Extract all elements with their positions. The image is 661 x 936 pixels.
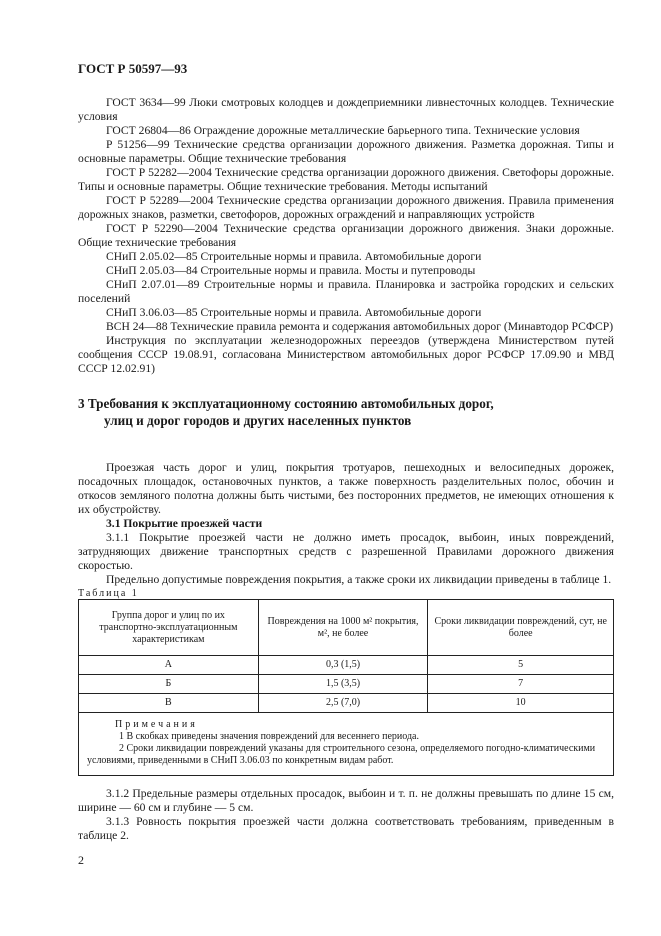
section-heading-line2: улиц и дорог городов и других населенных пунктов: [104, 413, 412, 428]
table-cell: 10: [428, 694, 614, 713]
table-row: [79, 694, 614, 713]
table-notes: [79, 713, 614, 776]
intro-paragraph: Проезжая часть дорог и улиц, покрытия тротуаров, пешеходных и велосипедных дорожек, посадочных площадок, остановочных пунктов, а также поверхность разделительных полос, обочин и откосов земляного полотна должны быть чистыми, без посторонних предметов, не имеющих отношения к их обустройству.: [78, 461, 614, 516]
table-header-cell: Повреждения на 1000 м² покрытия, м², не более: [258, 600, 428, 656]
table-caption: Таблица 1: [78, 588, 139, 599]
table-row: [79, 656, 614, 675]
table-row: [79, 675, 614, 694]
table-header-row: [79, 600, 614, 656]
table-header-cell: Группа дорог и улиц по их транспортно-эксплуатационным характеристикам: [79, 600, 259, 656]
section-body-continued: [78, 787, 614, 843]
reference-item: ГОСТ Р 52289—2004 Технические средства организации дорожного движения. Правила применения дорожных знаков, разметки, светофоров, дорожных ограждений и направляющих устройств: [78, 194, 614, 221]
section-heading: [78, 395, 614, 429]
table-cell: 0,3 (1,5): [258, 656, 428, 675]
reference-item: Инструкция по эксплуатации железнодорожных переездов (утверждена Министерством путей сообщения СССР 19.08.91, согласована Министерством автомобильных дорог РСФСР 17.09.90 и МВД СССР 12.02.91): [78, 334, 614, 375]
reference-item: СНиП 3.06.03—85 Строительные нормы и правила. Автомобильные дороги: [106, 306, 482, 319]
table-notes-row: [79, 713, 614, 776]
paragraph-3-1-1: 3.1.1 Покрытие проезжей части не должно иметь просадок, выбоин, иных повреждений, затрудняющих движение транспортных средств с разрешенной Правилами дорожного движения скоростью.: [78, 531, 614, 572]
notes-title: Примечания: [115, 719, 198, 730]
table-cell: 5: [428, 656, 614, 675]
note-item: 1 В скобках приведены значения повреждений для весеннего периода.: [119, 731, 419, 742]
table-cell: Б: [79, 675, 259, 694]
reference-item: СНиП 2.05.02—85 Строительные нормы и правила. Автомобильные дороги: [106, 250, 482, 263]
reference-item: ГОСТ Р 52282—2004 Технические средства организации дорожного движения. Светофоры дорожные. Типы и основные параметры. Общие технические требования. Методы испытаний: [78, 166, 614, 193]
table-cell: 7: [428, 675, 614, 694]
table-cell: А: [79, 656, 259, 675]
document-header: ГОСТ Р 50597—93: [78, 61, 188, 76]
paragraph-3-1-3: 3.1.3 Ровность покрытия проезжей части должна соответствовать требованиям, приведенным в таблице 2.: [78, 815, 614, 842]
page-number: 2: [78, 853, 84, 867]
table-cell: 1,5 (3,5): [258, 675, 428, 694]
reference-item: СНиП 2.07.01—89 Строительные нормы и правила. Планировка и застройка городских и сельских поселений: [78, 278, 614, 305]
reference-item: СНиП 2.05.03—84 Строительные нормы и правила. Мосты и путепроводы: [106, 264, 476, 277]
section-body: [78, 461, 614, 587]
table-cell: 2,5 (7,0): [258, 694, 428, 713]
reference-item: ГОСТ Р 52290—2004 Технические средства организации дорожного движения. Знаки дорожные. Общие технические требования: [78, 222, 614, 249]
section-heading-line1: 3 Требования к эксплуатационному состоянию автомобильных дорог,: [78, 396, 494, 411]
subsection-heading: 3.1 Покрытие проезжей части: [106, 517, 263, 530]
reference-item: ГОСТ 3634—99 Люки смотровых колодцев и дождеприемники ливнесточных колодцев. Технические условия: [78, 96, 614, 123]
reference-item: ВСН 24—88 Технические правила ремонта и содержания автомобильных дорог (Минавтодор РСФСР): [106, 320, 614, 333]
note-item: 2 Сроки ликвидации повреждений указаны для строительного сезона, определяемого погодно-климатическими условиями, приведенными в СНиП 3.06.03 по конкретным видам работ.: [87, 743, 596, 766]
reference-item: ГОСТ 26804—86 Ограждение дорожные металлические барьерного типа. Технические условия: [106, 124, 580, 137]
table-header-cell: Сроки ликвидации повреждений, сут, не более: [428, 600, 614, 656]
paragraph-table-ref: Предельно допустимые повреждения покрытия, а также сроки их ликвидации приведены в таблице 1.: [106, 573, 612, 586]
reference-item: Р 51256—99 Технические средства организации дорожного движения. Разметка дорожная. Типы и основные параметры. Общие технические требования: [78, 138, 614, 165]
paragraph-3-1-2: 3.1.2 Предельные размеры отдельных просадок, выбоин и т. п. не должны превышать по длине 15 см, ширине — 60 см и глубине — 5 см.: [78, 787, 614, 814]
table-cell: В: [79, 694, 259, 713]
references-list: [78, 96, 614, 376]
damage-table: [78, 599, 614, 776]
